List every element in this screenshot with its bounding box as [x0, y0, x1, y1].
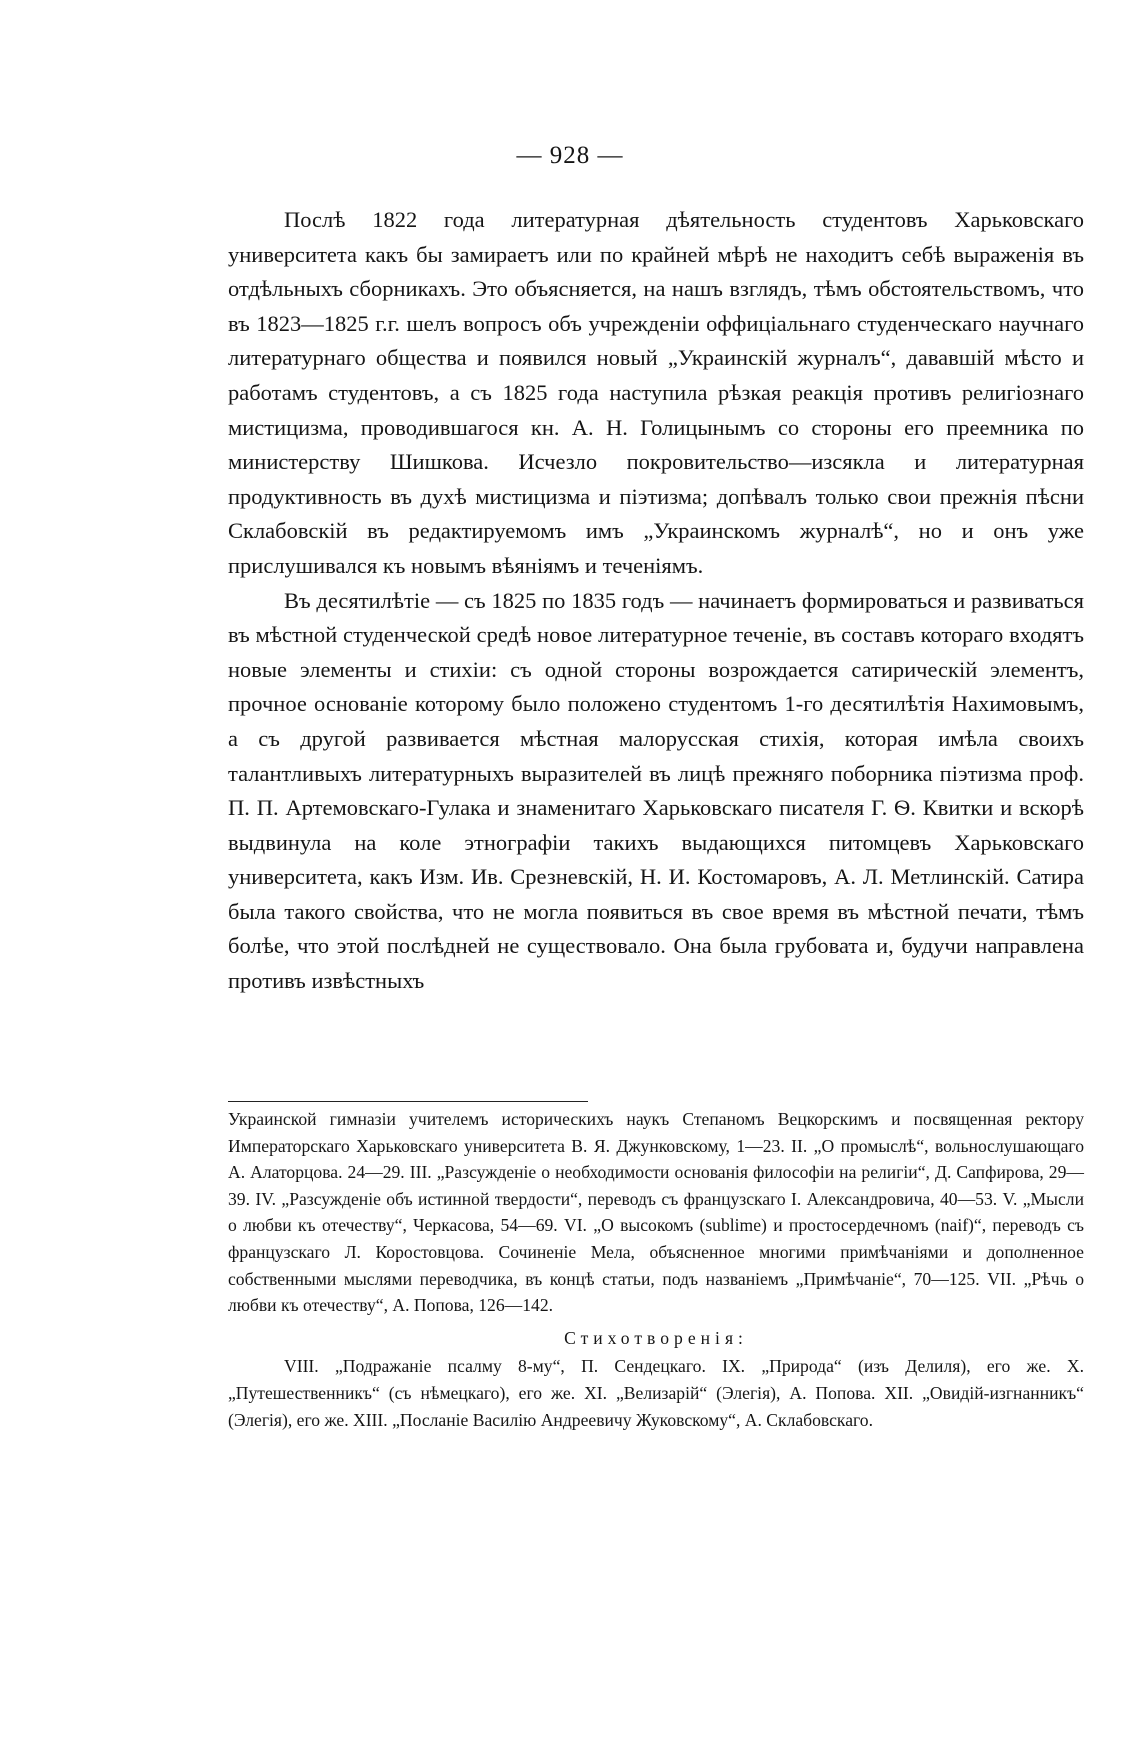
footnote-contents: Украинской гимназіи учителемъ историческихъ наукъ Степаномъ Вецкорскимъ и посвященная ректору Императорскаго Харьковскаго университета В. Я. Джунковскому, 1—23. II. „О промыслѣ“, вольнослушающаго А. Алаторцова. 24—29. III. „Разсужденіе о необходимости основанія философіи на религіи“, Д. Сапфирова, 29—39. IV. „Разсужденіе объ истинной твердости“, переводъ съ французскаго І. Александровича, 40—53. V. „Мысли о любви къ отечеству“, Черкасова, 54—69. VI. „О высокомъ (sublime) и простосердечномъ (naif)“, переводъ съ французскаго Л. Коростовцова. Сочиненіе Мела, объясненное многими примѣчаніями и дополненное собственными мыслями переводчика, въ концѣ статьи, подъ названіемъ „Примѣчаніе“, 70—125. VII. „Рѣчь о любви къ отечеству“, А. Попова, 126—142. — [228, 1109, 1084, 1316]
page-number: — 928 — — [516, 142, 624, 169]
footnote-divider — [228, 1101, 588, 1102]
poems-heading: Стихотворенія: — [564, 1327, 748, 1348]
main-text — [228, 203, 1084, 999]
paragraph-1: Послѣ 1822 года литературная дѣятельность студентовъ Харьковскаго университета какъ бы замираетъ или по крайней мѣрѣ не находитъ себѣ выраженія въ отдѣльныхъ сборникахъ. Это объясняется, на нашъ взглядъ, тѣмъ обстоятельствомъ, что въ 1823—1825 г.г. шелъ вопросъ объ учрежденіи оффиціальнаго студенческаго научнаго литературнаго общества и появился новый „Украинскій журналъ“, дававшій мѣсто и работамъ студентовъ, а съ 1825 года наступила рѣзкая реакція противъ религіознаго мистицизма, проводившагося кн. А. Н. Голицынымъ со стороны его преемника по министерству Шишкова. Исчезло покровительство—изсякла и литературная продуктивность въ духѣ мистицизма и піэтизма; допѣвалъ только свои прежнія пѣсни Склабовскій въ редактируемомъ имъ „Украинскомъ журналѣ“, но и онъ уже прислушивался къ новымъ вѣяніямъ и теченіямъ. — [228, 207, 1084, 578]
paragraph-2: Въ десятилѣтіе — съ 1825 по 1835 годъ — начинаетъ формироваться и развиваться въ мѣстной студенческой средѣ новое литературное теченіе, въ составъ котораго входятъ новые элементы и стихіи: съ одной стороны возрождается сатирическій элементъ, прочное основаніе которому было положено студентомъ 1-го десятилѣтія Нахимовымъ, а съ другой развивается мѣстная малорусская стихія, которая имѣла своихъ талантливыхъ литературныхъ выразителей въ лицѣ прежняго поборника піэтизма проф. П. П. Артемовскаго-Гулака и знаменитаго Харьковскаго писателя Г. Ѳ. Квитки и вскорѣ выдвинула на коле этнографіи такихъ выдающихся питомцевъ Харьковскаго университета, какъ Изм. Ив. Срезневскій, Н. И. Костомаровъ, А. Л. Метлинскій. Сатира была такого свойства, что не могла появиться въ свое время въ мѣстной печати, тѣмъ болѣе, что этой послѣдней не существовало. Она была грубовата и, будучи направлена противъ извѣстныхъ — [228, 587, 1084, 994]
poems-list: VIII. „Подражаніе псалму 8-му“, П. Сендецкаго. IX. „Природа“ (изъ Делиля), его же. X. „Путешественникъ“ (съ нѣмецкаго), его же. XI. „Велизарій“ (Элегія), А. Попова. XII. „Овидій-изгнанникъ“ (Элегія), его же. XIII. „Посланіе Василію Андреевичу Жуковскому“, А. Склабовскаго. — [228, 1356, 1084, 1430]
footnote — [228, 1106, 1084, 1433]
